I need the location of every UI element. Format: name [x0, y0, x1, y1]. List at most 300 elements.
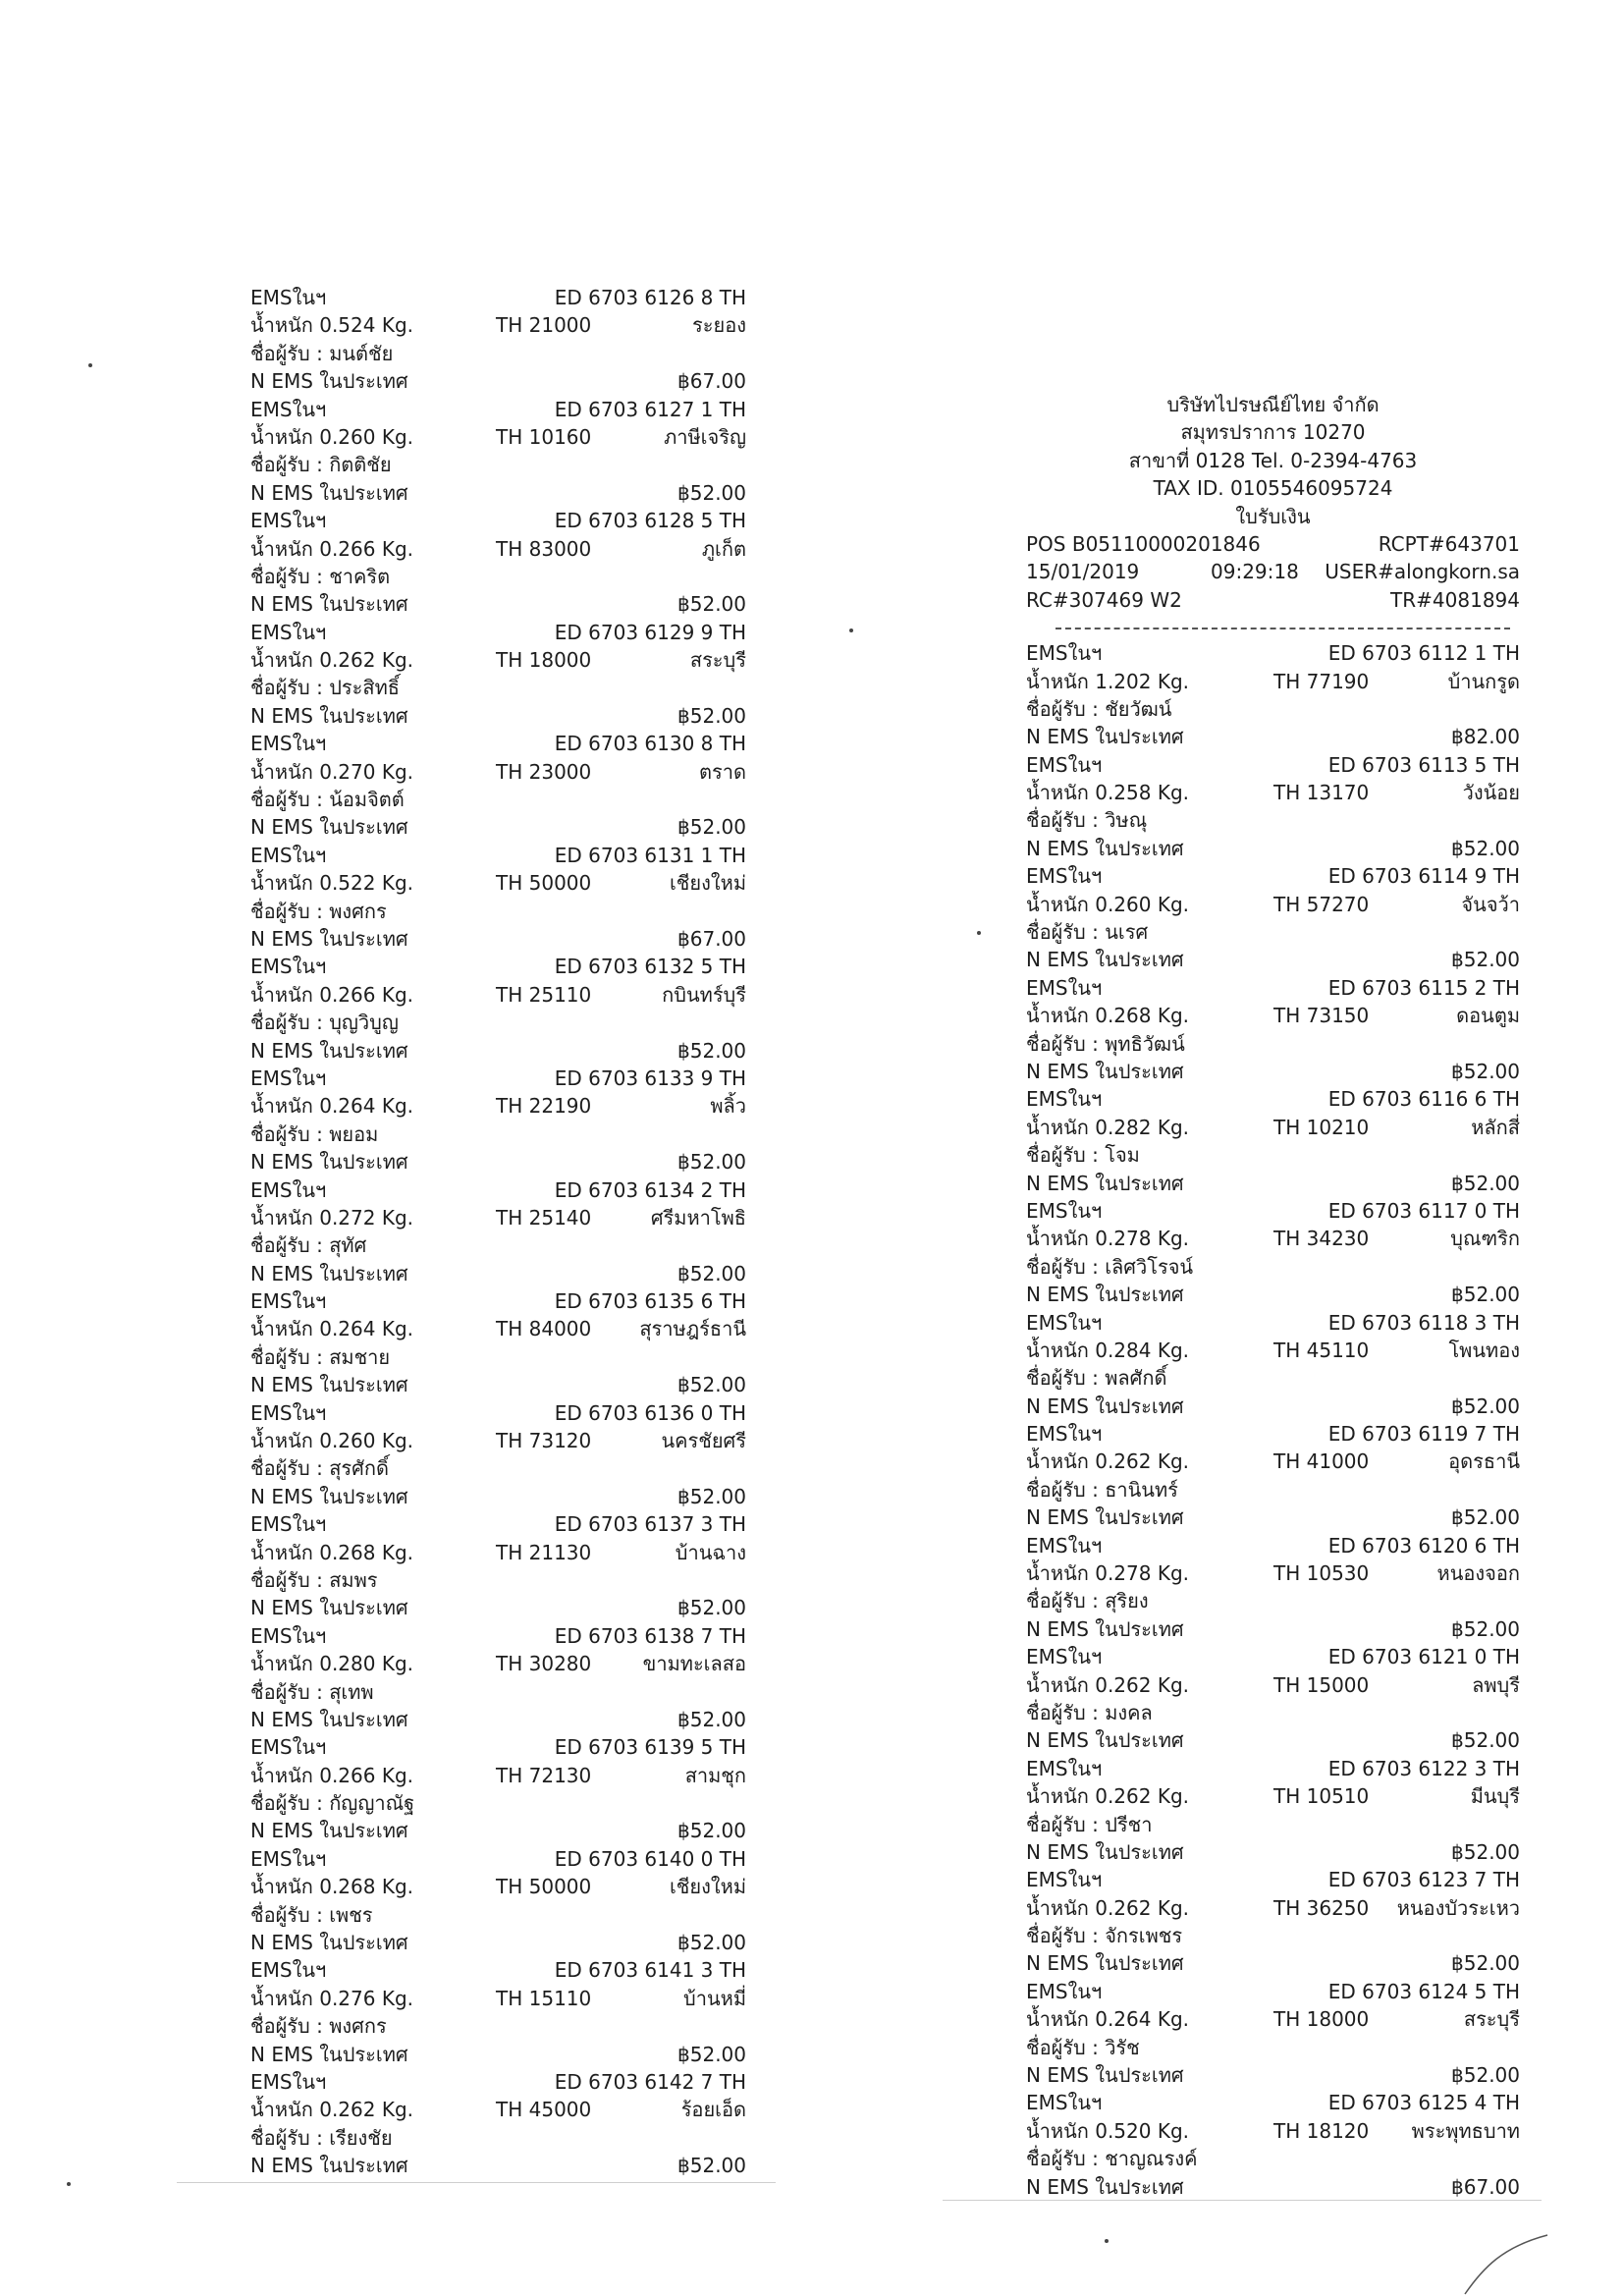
- weight: น้ำหนัก 0.260 Kg.: [250, 1429, 414, 1453]
- shipment-entry: [1026, 1420, 1520, 1532]
- shipment-entry: [250, 730, 746, 842]
- service-label: EMSในฯ: [1026, 1645, 1103, 1669]
- tracking-code: ED 6703 6116 6 TH: [1327, 1087, 1520, 1112]
- price: ฿52.00: [677, 1819, 746, 1843]
- postal-code: TH 18000: [496, 648, 592, 673]
- tracking-code: ED 6703 6119 7 TH: [1327, 1422, 1520, 1447]
- destination: เชียงใหม่: [669, 1875, 746, 1899]
- destination: บ้านกรูด: [1447, 669, 1520, 693]
- destination: นครชัยศรี: [661, 1429, 746, 1453]
- service-type: N EMS ในประเทศ: [1026, 1728, 1184, 1753]
- destination: มีนบุรี: [1470, 1784, 1520, 1809]
- tracking-code: ED 6703 6138 7 TH: [554, 1623, 746, 1648]
- postal-code: TH 83000: [496, 536, 592, 561]
- price: ฿52.00: [677, 815, 746, 840]
- destination: วังน้อย: [1462, 781, 1520, 805]
- postal-code: TH 84000: [496, 1317, 592, 1341]
- tracking-code: ED 6703 6123 7 TH: [1327, 1868, 1520, 1892]
- price: ฿52.00: [677, 1261, 746, 1285]
- shipment-entry: [1026, 974, 1520, 1086]
- service-label: EMSในฯ: [1026, 975, 1103, 1000]
- weight: น้ำหนัก 0.266 Kg.: [250, 1763, 414, 1787]
- tracking-code: ED 6703 6125 4 TH: [1327, 2091, 1520, 2115]
- weight: น้ำหนัก 0.278 Kg.: [1026, 1227, 1190, 1251]
- shipment-entry: [1026, 1643, 1520, 1755]
- price: ฿52.00: [677, 703, 746, 728]
- receipt-date: 15/01/2019: [1026, 560, 1140, 584]
- destination: บุณฑริก: [1450, 1227, 1520, 1251]
- destination: ลพบุรี: [1472, 1672, 1520, 1697]
- service-label: EMSในฯ: [250, 843, 327, 867]
- weight: น้ำหนัก 0.262 Kg.: [1026, 1672, 1190, 1697]
- price: ฿52.00: [1451, 1616, 1520, 1641]
- shipment-entry: [1026, 1978, 1520, 2090]
- service-label: EMSในฯ: [1026, 752, 1103, 777]
- recipient-name: ชื่อผู้รับ : สุทัศ: [250, 1233, 367, 1258]
- postal-code: TH 25140: [496, 1205, 592, 1230]
- shipment-entry: [1026, 2089, 1520, 2201]
- shipment-entry: [250, 1956, 746, 2068]
- service-type: N EMS ในประเทศ: [1026, 725, 1184, 749]
- service-type: N EMS ในประเทศ: [1026, 1839, 1184, 1864]
- price: ฿52.00: [1451, 836, 1520, 860]
- weight: น้ำหนัก 0.262 Kg.: [1026, 1449, 1190, 1474]
- destination: หลักสี่: [1471, 1115, 1520, 1139]
- price: ฿52.00: [1451, 1394, 1520, 1418]
- tracking-code: ED 6703 6118 3 TH: [1327, 1310, 1520, 1335]
- weight: น้ำหนัก 0.268 Kg.: [1026, 1004, 1190, 1028]
- price: ฿52.00: [677, 1707, 746, 1731]
- recipient-name: ชื่อผู้รับ : นเรศ: [1026, 920, 1149, 945]
- shipment-entry: [250, 1065, 746, 1176]
- recipient-name: ชื่อผู้รับ : สุรศักดิ์: [250, 1456, 389, 1481]
- recipient-name: ชื่อผู้รับ : มนต์ชัย: [250, 341, 394, 365]
- price: ฿52.00: [677, 480, 746, 505]
- postal-code: TH 21000: [496, 313, 592, 338]
- price: ฿52.00: [1451, 1283, 1520, 1307]
- tracking-code: ED 6703 6134 2 TH: [554, 1177, 746, 1202]
- service-type: N EMS ในประเทศ: [250, 1819, 408, 1843]
- postal-code: TH 21130: [496, 1540, 592, 1564]
- recipient-name: ชื่อผู้รับ : พลศักดิ์: [1026, 1366, 1167, 1391]
- shipment-entry: [250, 507, 746, 619]
- recipient-name: ชื่อผู้รับ : ปรีชา: [1026, 1812, 1153, 1836]
- service-label: EMSในฯ: [250, 732, 327, 756]
- tracking-code: ED 6703 6139 5 TH: [554, 1735, 746, 1760]
- weight: น้ำหนัก 0.262 Kg.: [1026, 1895, 1190, 1920]
- shipment-entry: [250, 2068, 746, 2180]
- recipient-name: ชื่อผู้รับ : ประสิทธิ์: [250, 676, 400, 700]
- postal-code: TH 15110: [496, 1986, 592, 2010]
- postal-code: TH 50000: [496, 1875, 592, 1899]
- destination: บ้านหมี่: [683, 1986, 746, 2010]
- postal-code: TH 10160: [496, 424, 592, 449]
- destination: สระบุรี: [1463, 2007, 1520, 2032]
- destination: อุดรธานี: [1448, 1449, 1520, 1474]
- tracking-code: ED 6703 6137 3 TH: [554, 1512, 746, 1537]
- service-label: EMSในฯ: [1026, 641, 1103, 666]
- scan-speck: [977, 931, 981, 935]
- shipment-entry: [1026, 1532, 1520, 1644]
- destination: ตราด: [699, 759, 746, 784]
- recipient-name: ชื่อผู้รับ : สุเทพ: [250, 1679, 374, 1704]
- recipient-name: ชื่อผู้รับ : วิษณุ: [1026, 808, 1148, 833]
- destination: กบินทร์บุรี: [662, 982, 746, 1007]
- service-type: N EMS ในประเทศ: [1026, 1171, 1184, 1195]
- shipment-entry: [1026, 1197, 1520, 1309]
- service-type: N EMS ในประเทศ: [250, 1484, 408, 1508]
- postal-code: TH 45000: [496, 2098, 592, 2122]
- tracking-code: ED 6703 6114 9 TH: [1327, 864, 1520, 889]
- destination: หนองจอก: [1436, 1561, 1520, 1586]
- tracking-code: ED 6703 6128 5 TH: [554, 509, 746, 533]
- shipment-entry: [250, 953, 746, 1065]
- service-type: N EMS ในประเทศ: [250, 1150, 408, 1175]
- pos-number: POS B05110000201846: [1026, 531, 1261, 556]
- scan-speck: [88, 363, 92, 367]
- service-label: EMSในฯ: [1026, 864, 1103, 889]
- weight: น้ำหนัก 0.266 Kg.: [250, 536, 414, 561]
- scan-speck: [849, 629, 853, 632]
- shipment-entry: [1026, 1309, 1520, 1421]
- service-label: EMSในฯ: [250, 509, 327, 533]
- service-type: N EMS ในประเทศ: [1026, 1505, 1184, 1530]
- weight: น้ำหนัก 0.268 Kg.: [250, 1540, 414, 1564]
- recipient-name: ชื่อผู้รับ : พยอม: [250, 1121, 379, 1146]
- postal-code: TH 15000: [1273, 1672, 1370, 1697]
- service-type: N EMS ในประเทศ: [1026, 2063, 1184, 2088]
- shipment-entry: [1026, 639, 1520, 751]
- service-label: EMSในฯ: [1026, 1310, 1103, 1335]
- shipment-entry: [1026, 1085, 1520, 1197]
- scan-edge-line: [943, 2200, 1542, 2201]
- weight: น้ำหนัก 0.280 Kg.: [250, 1652, 414, 1676]
- service-type: N EMS ในประเทศ: [250, 2042, 408, 2066]
- recipient-name: ชื่อผู้รับ : กิตติชัย: [250, 453, 392, 477]
- price: ฿52.00: [677, 592, 746, 617]
- recipient-name: ชื่อผู้รับ : พงศกร: [250, 899, 387, 923]
- destination: ภาษีเจริญ: [664, 424, 746, 449]
- tracking-code: ED 6703 6132 5 TH: [554, 955, 746, 979]
- recipient-name: ชื่อผู้รับ : ชาคริต: [250, 564, 391, 588]
- postal-code: TH 77190: [1273, 669, 1370, 693]
- service-label: EMSในฯ: [1026, 1756, 1103, 1780]
- service-type: N EMS ในประเทศ: [1026, 1951, 1184, 1976]
- service-type: N EMS ในประเทศ: [250, 1596, 408, 1620]
- recipient-name: ชื่อผู้รับ : พุทธิวัฒน์: [1026, 1031, 1185, 1056]
- weight: น้ำหนัก 0.258 Kg.: [1026, 781, 1190, 805]
- receipt-right-column: [1026, 391, 1520, 2201]
- service-type: N EMS ในประเทศ: [1026, 1394, 1184, 1418]
- service-label: EMSในฯ: [250, 1400, 327, 1425]
- postal-code: TH 25110: [496, 982, 592, 1007]
- service-type: N EMS ในประเทศ: [250, 1707, 408, 1731]
- tracking-code: ED 6703 6121 0 TH: [1327, 1645, 1520, 1669]
- weight: น้ำหนัก 0.520 Kg.: [1026, 2118, 1190, 2143]
- shipment-entry: [1026, 751, 1520, 863]
- tracking-code: ED 6703 6115 2 TH: [1327, 975, 1520, 1000]
- service-type: N EMS ในประเทศ: [1026, 1059, 1184, 1083]
- tracking-code: ED 6703 6141 3 TH: [554, 1958, 746, 1983]
- shipment-entry: [250, 1287, 746, 1399]
- receipt-left-column: [250, 284, 746, 2180]
- price: ฿52.00: [677, 2042, 746, 2066]
- postal-code: TH 41000: [1273, 1449, 1370, 1474]
- weight: น้ำหนัก 0.264 Kg.: [250, 1094, 414, 1119]
- recipient-name: ชื่อผู้รับ : เพชร: [250, 1902, 373, 1927]
- weight: น้ำหนัก 1.202 Kg.: [1026, 669, 1190, 693]
- service-label: EMSในฯ: [1026, 2091, 1103, 2115]
- recipient-name: ชื่อผู้รับ : เลิศวิโรจน์: [1026, 1254, 1194, 1279]
- postal-code: TH 22190: [496, 1094, 592, 1119]
- price: ฿52.00: [677, 1150, 746, 1175]
- tracking-code: ED 6703 6117 0 TH: [1327, 1198, 1520, 1223]
- weight: น้ำหนัก 0.262 Kg.: [1026, 1784, 1190, 1809]
- tracking-code: ED 6703 6126 8 TH: [554, 286, 746, 309]
- price: ฿67.00: [677, 926, 746, 951]
- weight: น้ำหนัก 0.272 Kg.: [250, 1205, 414, 1230]
- postal-code: TH 45110: [1273, 1338, 1370, 1362]
- shipment-entry: [250, 1399, 746, 1511]
- shipment-entry: [250, 1845, 746, 1957]
- weight: น้ำหนัก 0.266 Kg.: [250, 982, 414, 1007]
- weight: น้ำหนัก 0.268 Kg.: [250, 1875, 414, 1899]
- dashed-separator: [1056, 614, 1510, 629]
- postal-code: TH 23000: [496, 759, 592, 784]
- service-label: EMSในฯ: [1026, 1198, 1103, 1223]
- service-label: EMSในฯ: [1026, 1087, 1103, 1112]
- price: ฿67.00: [1451, 2174, 1520, 2199]
- tracking-code: ED 6703 6112 1 TH: [1327, 641, 1520, 666]
- recipient-name: ชื่อผู้รับ : สมพร: [250, 1567, 378, 1592]
- receipt-number: RCPT#643701: [1378, 531, 1520, 556]
- tracking-code: ED 6703 6131 1 TH: [554, 843, 746, 867]
- destination: พลิ้ว: [710, 1094, 746, 1119]
- price: ฿67.00: [677, 369, 746, 394]
- tracking-code: ED 6703 6124 5 TH: [1327, 1979, 1520, 2003]
- postal-code: TH 73150: [1273, 1004, 1370, 1028]
- destination: ศรีมหาโพธิ: [650, 1205, 746, 1230]
- user-id: USER#alongkorn.sa: [1325, 560, 1520, 584]
- tracking-code: ED 6703 6122 3 TH: [1327, 1756, 1520, 1780]
- price: ฿52.00: [1451, 1839, 1520, 1864]
- shipment-entry: [250, 619, 746, 731]
- price: ฿82.00: [1451, 725, 1520, 749]
- destination: สระบุรี: [689, 648, 746, 673]
- branch-info: สาขาที่ 0128 Tel. 0-2394-4763: [1128, 448, 1418, 472]
- tracking-code: ED 6703 6142 7 TH: [554, 2070, 746, 2094]
- recipient-name: ชื่อผู้รับ : พงศกร: [250, 2014, 387, 2039]
- price: ฿52.00: [677, 1596, 746, 1620]
- receipt-time: 09:29:18: [1211, 560, 1299, 584]
- destination: สุราษฎร์ธานี: [639, 1317, 746, 1341]
- service-label: EMSในฯ: [250, 1846, 327, 1871]
- service-type: N EMS ในประเทศ: [250, 703, 408, 728]
- tracking-code: ED 6703 6133 9 TH: [554, 1066, 746, 1090]
- weight: น้ำหนัก 0.284 Kg.: [1026, 1338, 1190, 1362]
- destination: ภูเก็ต: [701, 536, 746, 561]
- service-label: EMSในฯ: [250, 620, 327, 644]
- service-label: EMSในฯ: [250, 1623, 327, 1648]
- postal-code: TH 50000: [496, 871, 592, 896]
- destination: ระยอง: [692, 313, 746, 338]
- destination: ร้อยเอ็ด: [680, 2098, 746, 2122]
- shipment-entry: [250, 396, 746, 508]
- tracking-code: ED 6703 6120 6 TH: [1327, 1533, 1520, 1558]
- price: ฿52.00: [677, 1038, 746, 1063]
- company-location: สมุทรปราการ 10270: [1180, 420, 1366, 445]
- destination: ดอนตูม: [1456, 1004, 1520, 1028]
- scan-speck: [1105, 2239, 1109, 2243]
- right-entries: [1026, 639, 1520, 2201]
- company-name: บริษัทไปรษณีย์ไทย จำกัด: [1166, 393, 1380, 416]
- destination: ขามทะเลสอ: [642, 1652, 746, 1676]
- price: ฿52.00: [1451, 1059, 1520, 1083]
- service-label: EMSในฯ: [250, 286, 327, 309]
- weight: น้ำหนัก 0.262 Kg.: [250, 648, 414, 673]
- tracking-code: ED 6703 6140 0 TH: [554, 1846, 746, 1871]
- receipt-header: [1026, 391, 1520, 629]
- scan-edge-line: [177, 2182, 776, 2183]
- price: ฿52.00: [677, 1931, 746, 1955]
- tracking-code: ED 6703 6129 9 TH: [554, 620, 746, 644]
- postal-code: TH 36250: [1273, 1895, 1370, 1920]
- recipient-name: ชื่อผู้รับ : บุญวิบูญ: [250, 1011, 399, 1035]
- service-type: N EMS ในประเทศ: [250, 1261, 408, 1285]
- document-type: ใบรับเงิน: [1235, 504, 1311, 528]
- service-label: EMSในฯ: [250, 1289, 327, 1314]
- destination: บ้านฉาง: [675, 1540, 746, 1564]
- tracking-code: ED 6703 6113 5 TH: [1327, 752, 1520, 777]
- price: ฿52.00: [1451, 948, 1520, 972]
- scan-speck: [67, 2182, 71, 2186]
- destination: เชียงใหม่: [669, 871, 746, 896]
- recipient-name: ชื่อผู้รับ : จักรเพชร: [1026, 1924, 1183, 1948]
- service-label: EMSในฯ: [250, 1958, 327, 1983]
- weight: น้ำหนัก 0.522 Kg.: [250, 871, 414, 896]
- service-type: N EMS ในประเทศ: [250, 369, 408, 394]
- service-label: EMSในฯ: [250, 1066, 327, 1090]
- service-label: EMSในฯ: [250, 2070, 327, 2094]
- service-type: N EMS ในประเทศ: [250, 592, 408, 617]
- price: ฿52.00: [677, 2154, 746, 2178]
- shipment-entry: [1026, 1755, 1520, 1867]
- tracking-code: ED 6703 6127 1 TH: [554, 397, 746, 421]
- shipment-entry: [1026, 1866, 1520, 1978]
- weight: น้ำหนัก 0.270 Kg.: [250, 759, 414, 784]
- postal-code: TH 72130: [496, 1763, 592, 1787]
- service-label: EMSในฯ: [250, 1735, 327, 1760]
- service-label: EMSในฯ: [250, 1512, 327, 1537]
- postal-code: TH 10530: [1273, 1561, 1370, 1586]
- service-type: N EMS ในประเทศ: [1026, 2174, 1184, 2199]
- weight: น้ำหนัก 0.260 Kg.: [250, 424, 414, 449]
- price: ฿52.00: [1451, 1728, 1520, 1753]
- recipient-name: ชื่อผู้รับ : กัญญาณัฐ: [250, 1791, 415, 1816]
- shipment-entry: [1026, 862, 1520, 974]
- price: ฿52.00: [1451, 1505, 1520, 1530]
- service-label: EMSในฯ: [1026, 1533, 1103, 1558]
- postal-code: TH 13170: [1273, 781, 1370, 805]
- price: ฿52.00: [1451, 1171, 1520, 1195]
- tracking-code: ED 6703 6135 6 TH: [554, 1289, 746, 1314]
- weight: น้ำหนัก 0.260 Kg.: [1026, 892, 1190, 916]
- shipment-entry: [250, 1622, 746, 1734]
- postal-code: TH 18120: [1273, 2118, 1370, 2143]
- destination: จันจว้า: [1461, 892, 1520, 916]
- recipient-name: ชื่อผู้รับ : น้อมจิตต์: [250, 788, 405, 812]
- service-label: EMSในฯ: [250, 955, 327, 979]
- recipient-name: ชื่อผู้รับ : สุริยง: [1026, 1589, 1149, 1613]
- service-type: N EMS ในประเทศ: [250, 1373, 408, 1397]
- postal-code: TH 57270: [1273, 892, 1370, 916]
- weight: น้ำหนัก 0.264 Kg.: [250, 1317, 414, 1341]
- service-label: EMSในฯ: [1026, 1868, 1103, 1892]
- shipment-entry: [250, 284, 746, 396]
- price: ฿52.00: [677, 1373, 746, 1397]
- service-type: N EMS ในประเทศ: [250, 480, 408, 505]
- service-type: N EMS ในประเทศ: [250, 1931, 408, 1955]
- weight: น้ำหนัก 0.276 Kg.: [250, 1986, 414, 2010]
- shipment-entry: [250, 1176, 746, 1288]
- recipient-name: ชื่อผู้รับ : ชาญณรงค์: [1026, 2147, 1198, 2171]
- price: ฿52.00: [1451, 1951, 1520, 1976]
- weight: น้ำหนัก 0.262 Kg.: [250, 2098, 414, 2122]
- postal-code: TH 10510: [1273, 1784, 1370, 1809]
- destination: โพนทอง: [1448, 1338, 1520, 1362]
- recipient-name: ชื่อผู้รับ : เรียงชัย: [250, 2125, 393, 2150]
- service-type: N EMS ในประเทศ: [1026, 1616, 1184, 1641]
- tracking-code: ED 6703 6130 8 TH: [554, 732, 746, 756]
- service-type: N EMS ในประเทศ: [1026, 1283, 1184, 1307]
- recipient-name: ชื่อผู้รับ : โจม: [1026, 1143, 1140, 1168]
- price: ฿52.00: [677, 1484, 746, 1508]
- recipient-name: ชื่อผู้รับ : มงคล: [1026, 1700, 1153, 1724]
- service-type: N EMS ในประเทศ: [250, 815, 408, 840]
- rc-number: RC#307469 W2: [1026, 587, 1182, 612]
- recipient-name: ชื่อผู้รับ : สมชาย: [250, 1344, 391, 1369]
- postal-code: TH 30280: [496, 1652, 592, 1676]
- service-type: N EMS ในประเทศ: [250, 2154, 408, 2178]
- destination: พระพุทธบาท: [1411, 2118, 1520, 2143]
- service-label: EMSในฯ: [250, 1177, 327, 1202]
- weight: น้ำหนัก 0.278 Kg.: [1026, 1561, 1190, 1586]
- service-label: EMSในฯ: [1026, 1979, 1103, 2003]
- weight: น้ำหนัก 0.282 Kg.: [1026, 1115, 1190, 1139]
- service-label: EMSในฯ: [250, 397, 327, 421]
- price: ฿52.00: [1451, 2063, 1520, 2088]
- service-type: N EMS ในประเทศ: [1026, 836, 1184, 860]
- postal-code: TH 10210: [1273, 1115, 1370, 1139]
- tax-id: TAX ID. 0105546095724: [1153, 476, 1393, 501]
- destination: หนองบัวระเหว: [1396, 1895, 1520, 1920]
- recipient-name: ชื่อผู้รับ : วิรัช: [1026, 2035, 1140, 2059]
- service-label: EMSในฯ: [1026, 1422, 1103, 1447]
- scan-curve-mark: [1463, 2229, 1551, 2296]
- tr-number: TR#4081894: [1390, 587, 1520, 612]
- destination: สามชุก: [684, 1763, 746, 1787]
- shipment-entry: [250, 1733, 746, 1845]
- service-type: N EMS ในประเทศ: [250, 1038, 408, 1063]
- recipient-name: ชื่อผู้รับ : ธานินทร์: [1026, 1477, 1178, 1502]
- shipment-entry: [250, 842, 746, 954]
- shipment-entry: [250, 1510, 746, 1622]
- weight: น้ำหนัก 0.264 Kg.: [1026, 2007, 1190, 2032]
- service-type: N EMS ในประเทศ: [1026, 948, 1184, 972]
- service-type: N EMS ในประเทศ: [250, 926, 408, 951]
- postal-code: TH 18000: [1273, 2007, 1370, 2032]
- recipient-name: ชื่อผู้รับ : ชัยวัฒน์: [1026, 696, 1172, 721]
